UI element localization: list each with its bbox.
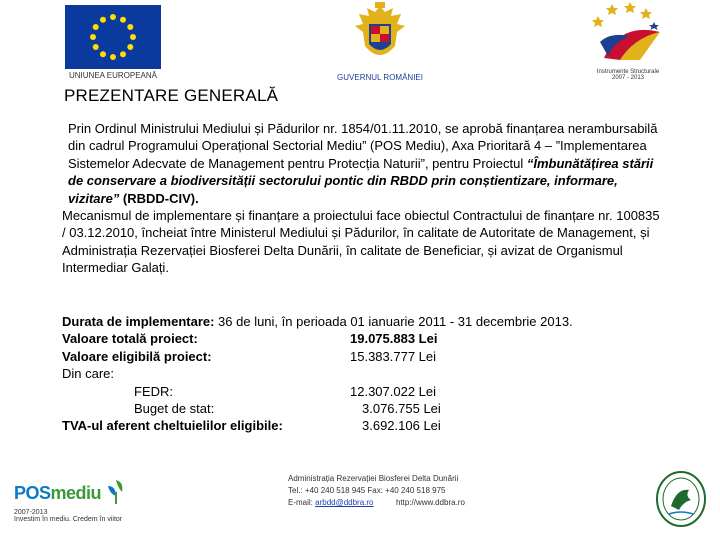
fedr-row <box>62 383 662 400</box>
pos-mediu-logo <box>14 478 144 523</box>
budget-value: 3.076.755 Lei <box>362 400 441 416</box>
vat-value: 3.692.106 Lei <box>362 418 441 434</box>
budget-label: Buget de stat: <box>134 400 215 416</box>
paragraph-order-text: Prin Ordinul Ministrului Mediului și Pădurilor nr. 1854/01.11.2010, se aprobă finanțarea nerambursabilă din cadrul Programului Operațional Sectorial Mediu” (POS Mediu), Axa Prioritară 4 – ”Implementarea Sistemelor Adecvate de Management pentru Protecția Naturii”, pentru Proiectul <box>68 121 658 171</box>
eu-caption: UNIUNEA EUROPEANĂ <box>68 71 158 80</box>
sf-caption-1: Instrumente Structurale <box>596 69 660 75</box>
pos-tagline: Investim în mediu. Credem în viitor <box>14 516 123 523</box>
total-value-row <box>62 330 662 347</box>
vat-row <box>62 417 662 434</box>
duration-value: 36 de luni, în perioada 01 ianuarie 2011 - 31 decembrie 2013. <box>214 314 573 329</box>
email-link[interactable]: arbdd@ddbra.ro <box>315 498 374 507</box>
project-details <box>62 313 662 435</box>
pos-mediu-wordmark: POSmediu <box>14 483 102 503</box>
fedr-value: 12.307.022 Lei <box>350 383 437 399</box>
budget-row <box>62 400 662 417</box>
project-name: “Îmbunătățirea stării de conservare a biodiversității sectorului pontic din RBDD prin conștientizare, informare, vizitare” <box>68 155 654 206</box>
danube-delta-reserve-logo <box>655 470 707 528</box>
pelican-emblem-icon <box>655 515 707 532</box>
romanian-government-logo <box>330 2 430 82</box>
coat-of-arms-icon <box>330 2 430 71</box>
website-link[interactable]: http://www.ddbra.ro <box>395 498 465 507</box>
paragraph-mechanism: Mecanismul de implementare și finanțare a proiectului face obiectul Contractului de finanțare nr. 100835 / 03.12.2010, încheiat între Ministerul Mediului și Pădurilor, în calitate de Autoritate de Management, și Administrația Rezervației Biosferei Delta Dunării, în calitate de Beneficiar, și avizat de Organismul Intermediar Galați. <box>62 208 660 276</box>
leaf-person-icon <box>104 478 128 509</box>
eu-flag-icon <box>65 5 161 69</box>
page-title: PREZENTARE GENERALĂ <box>64 86 279 105</box>
duration-label: Durata de implementare: <box>62 314 215 329</box>
total-value: 19.075.883 Lei <box>350 331 438 347</box>
eligible-value-row <box>62 348 662 365</box>
sf-caption-2: 2007 - 2013 <box>611 75 645 81</box>
total-label: Valoare totală proiect: <box>62 331 198 347</box>
structural-instruments-logo <box>590 2 666 81</box>
fedr-label: FEDR: <box>134 383 173 399</box>
from-label: Din care: <box>62 366 115 382</box>
duration-row <box>62 313 662 330</box>
from-row <box>62 365 662 382</box>
pos-sub: 2007-2013 <box>14 509 48 516</box>
vat-label: TVA-ul aferent cheltuielilor eligibile: <box>62 418 283 434</box>
contact-phone-fax: Tel.: +40 240 518 945 Fax: +40 240 518 975 <box>288 486 446 495</box>
contact-email-web <box>288 497 465 509</box>
eu-logo <box>62 5 164 80</box>
project-description <box>62 120 662 277</box>
contact-org: Administrația Rezervației Biosferei Delta Dunării <box>288 474 459 483</box>
contact-block <box>288 473 465 509</box>
stars-swoosh-icon <box>590 2 666 69</box>
project-code: (RBDD-CIV). <box>119 190 199 206</box>
eligible-label: Valoare eligibilă proiect: <box>62 348 212 364</box>
paragraph-order <box>62 120 662 207</box>
email-prefix: E-mail: <box>288 498 316 507</box>
eligible-value: 15.383.777 Lei <box>350 348 437 364</box>
gov-caption: GUVERNUL ROMÂNIEI <box>337 73 423 82</box>
